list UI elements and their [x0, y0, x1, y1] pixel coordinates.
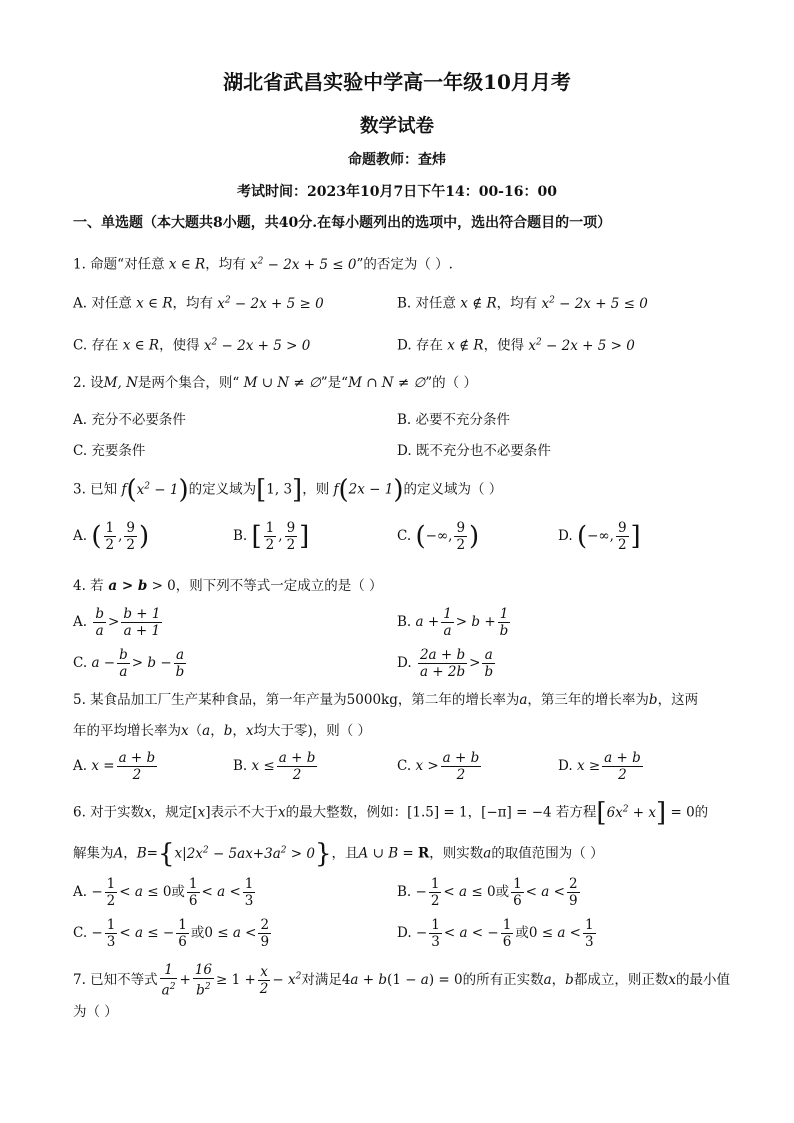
q7-line1: 7. 已知不等式 $\frac{1}{a^2}$ + $\frac{16}{b^2}$ ≥ 1 + $\frac{x}{2}$ − $x^2$对满足4a + b(1 − a) = 0的所有正实数a，b都成立，则正数x的最小值 — [73, 962, 730, 999]
q2-stem: 2. 设M, N是两个集合，则“ M ∪ N ≠ ∅”是“M ∩ N ≠ ∅”的（ ） — [73, 375, 477, 391]
q5-option-c: C. x > $\frac{a + b}{2}$ — [397, 750, 480, 783]
q3-option-d: D. (−∞, $\frac{9}{2}$ ] — [558, 520, 641, 553]
q5-line2: 年的平均增长率为x（a，b，x均大于零)，则（ ） — [73, 723, 372, 739]
q6-option-a: A. − $\frac{1}{2}$ < a ≤ 0或 $\frac{1}{6}$ < a < $\frac{1}{3}$ — [73, 876, 254, 909]
q5-option-d: D. x ≥ $\frac{a + b}{2}$ — [558, 750, 641, 783]
q6-option-d: D. − $\frac{1}{3}$ < a < − $\frac{1}{6}$ 或0 ≤ a < $\frac{1}{3}$ — [397, 917, 594, 950]
q1-option-b: B. 对任意 x ∉ R，均有 $x^2 - 2x + 5 \le 0$ — [397, 295, 648, 312]
q6-line1: 6. 对于实数x，规定[x]表示不大于x的最大整数，例如：[1.5] = 1，[−π] = −4 若方程$[6x^2 + x] = 0$的 — [73, 798, 709, 828]
q3-option-a: A. ( $\frac{1}{2}$ , $\frac{9}{2}$ ) — [73, 520, 150, 553]
q5-option-a: A. x = $\frac{a + b}{2}$ — [73, 750, 156, 783]
exam-teacher: 命题教师：查炜 — [348, 152, 446, 168]
section-heading: 一、单选题（本大题共8小题，共40分.在每小题列出的选项中，选出符合题目的一项） — [73, 215, 612, 231]
q3-option-c: C. (−∞, $\frac{9}{2}$ ) — [397, 520, 480, 553]
q4-option-a: A. $\frac{b}{a}$ > $\frac{b + 1}{a + 1}$ — [73, 606, 161, 639]
q5-line1: 5. 某食品加工厂生产某种食品，第一年产量为5000kg，第二年的增长率为a，第三年的增长率为b，这两 — [73, 692, 699, 708]
q2-option-c: C. 充要条件 — [73, 443, 146, 459]
q2-option-a: A. 充分不必要条件 — [73, 412, 186, 428]
q5-option-b: B. x ≤ $\frac{a + b}{2}$ — [233, 750, 316, 783]
exam-title: 湖北省武昌实验中学高一年级10月月考 — [223, 70, 571, 94]
q4-stem: 4. 若 a > b > 0，则下列不等式一定成立的是（ ） — [73, 578, 383, 594]
q7-line2: 为（ ） — [73, 1004, 118, 1020]
q3-stem: 3. 已知 $f(x^2 - 1)$的定义域为[1, 3]，则 f(2x − 1)的定义域为（ ） — [73, 475, 503, 505]
q6-option-b: B. − $\frac{1}{2}$ < a ≤ 0或 $\frac{1}{6}$ < a < $\frac{2}{9}$ — [397, 876, 578, 909]
exam-subtitle: 数学试卷 — [359, 116, 434, 137]
q6-option-c: C. − $\frac{1}{3}$ < a ≤ − $\frac{1}{6}$ 或0 ≤ a < $\frac{2}{9}$ — [73, 917, 270, 950]
q4-option-c: C. a − $\frac{b}{a}$ > b − $\frac{a}{b}$ — [73, 647, 185, 680]
q1-option-a: A. 对任意 x ∈ R，均有 $x^2 - 2x + 5 \ge 0$ — [73, 295, 324, 312]
q1-option-d: D. 存在 x ∉ R，使得 $x^2 - 2x + 5 > 0$ — [397, 337, 635, 354]
q1-stem: 1. 命题“对任意 x ∈ R，均有 $x^2 - 2x + 5 \le 0$”的否定为（ ）. — [73, 256, 453, 273]
q2-option-d: D. 既不充分也不必要条件 — [397, 443, 551, 459]
q4-option-d: D. $\frac{2a + b}{a + 2b}$ > $\frac{a}{b}$ — [397, 647, 494, 680]
q3-option-b: B. [ $\frac{1}{2}$ , $\frac{9}{2}$ ] — [233, 520, 310, 553]
q4-option-b: B. a + $\frac{1}{a}$ > b + $\frac{1}{b}$ — [397, 606, 509, 639]
q2-option-b: B. 必要不充分条件 — [397, 412, 511, 428]
q1-option-c: C. 存在 x ∈ R，使得 $x^2 - 2x + 5 > 0$ — [73, 337, 311, 354]
q6-line2: 解集为A，$B=\{x|2x^2 - 5ax+3a^2 > 0\}$，且A ∪ B = R，则实数a的取值范围为（ ） — [73, 839, 604, 869]
exam-time: 考试时间：2023年10月7日下午14：00-16：00 — [237, 184, 557, 200]
